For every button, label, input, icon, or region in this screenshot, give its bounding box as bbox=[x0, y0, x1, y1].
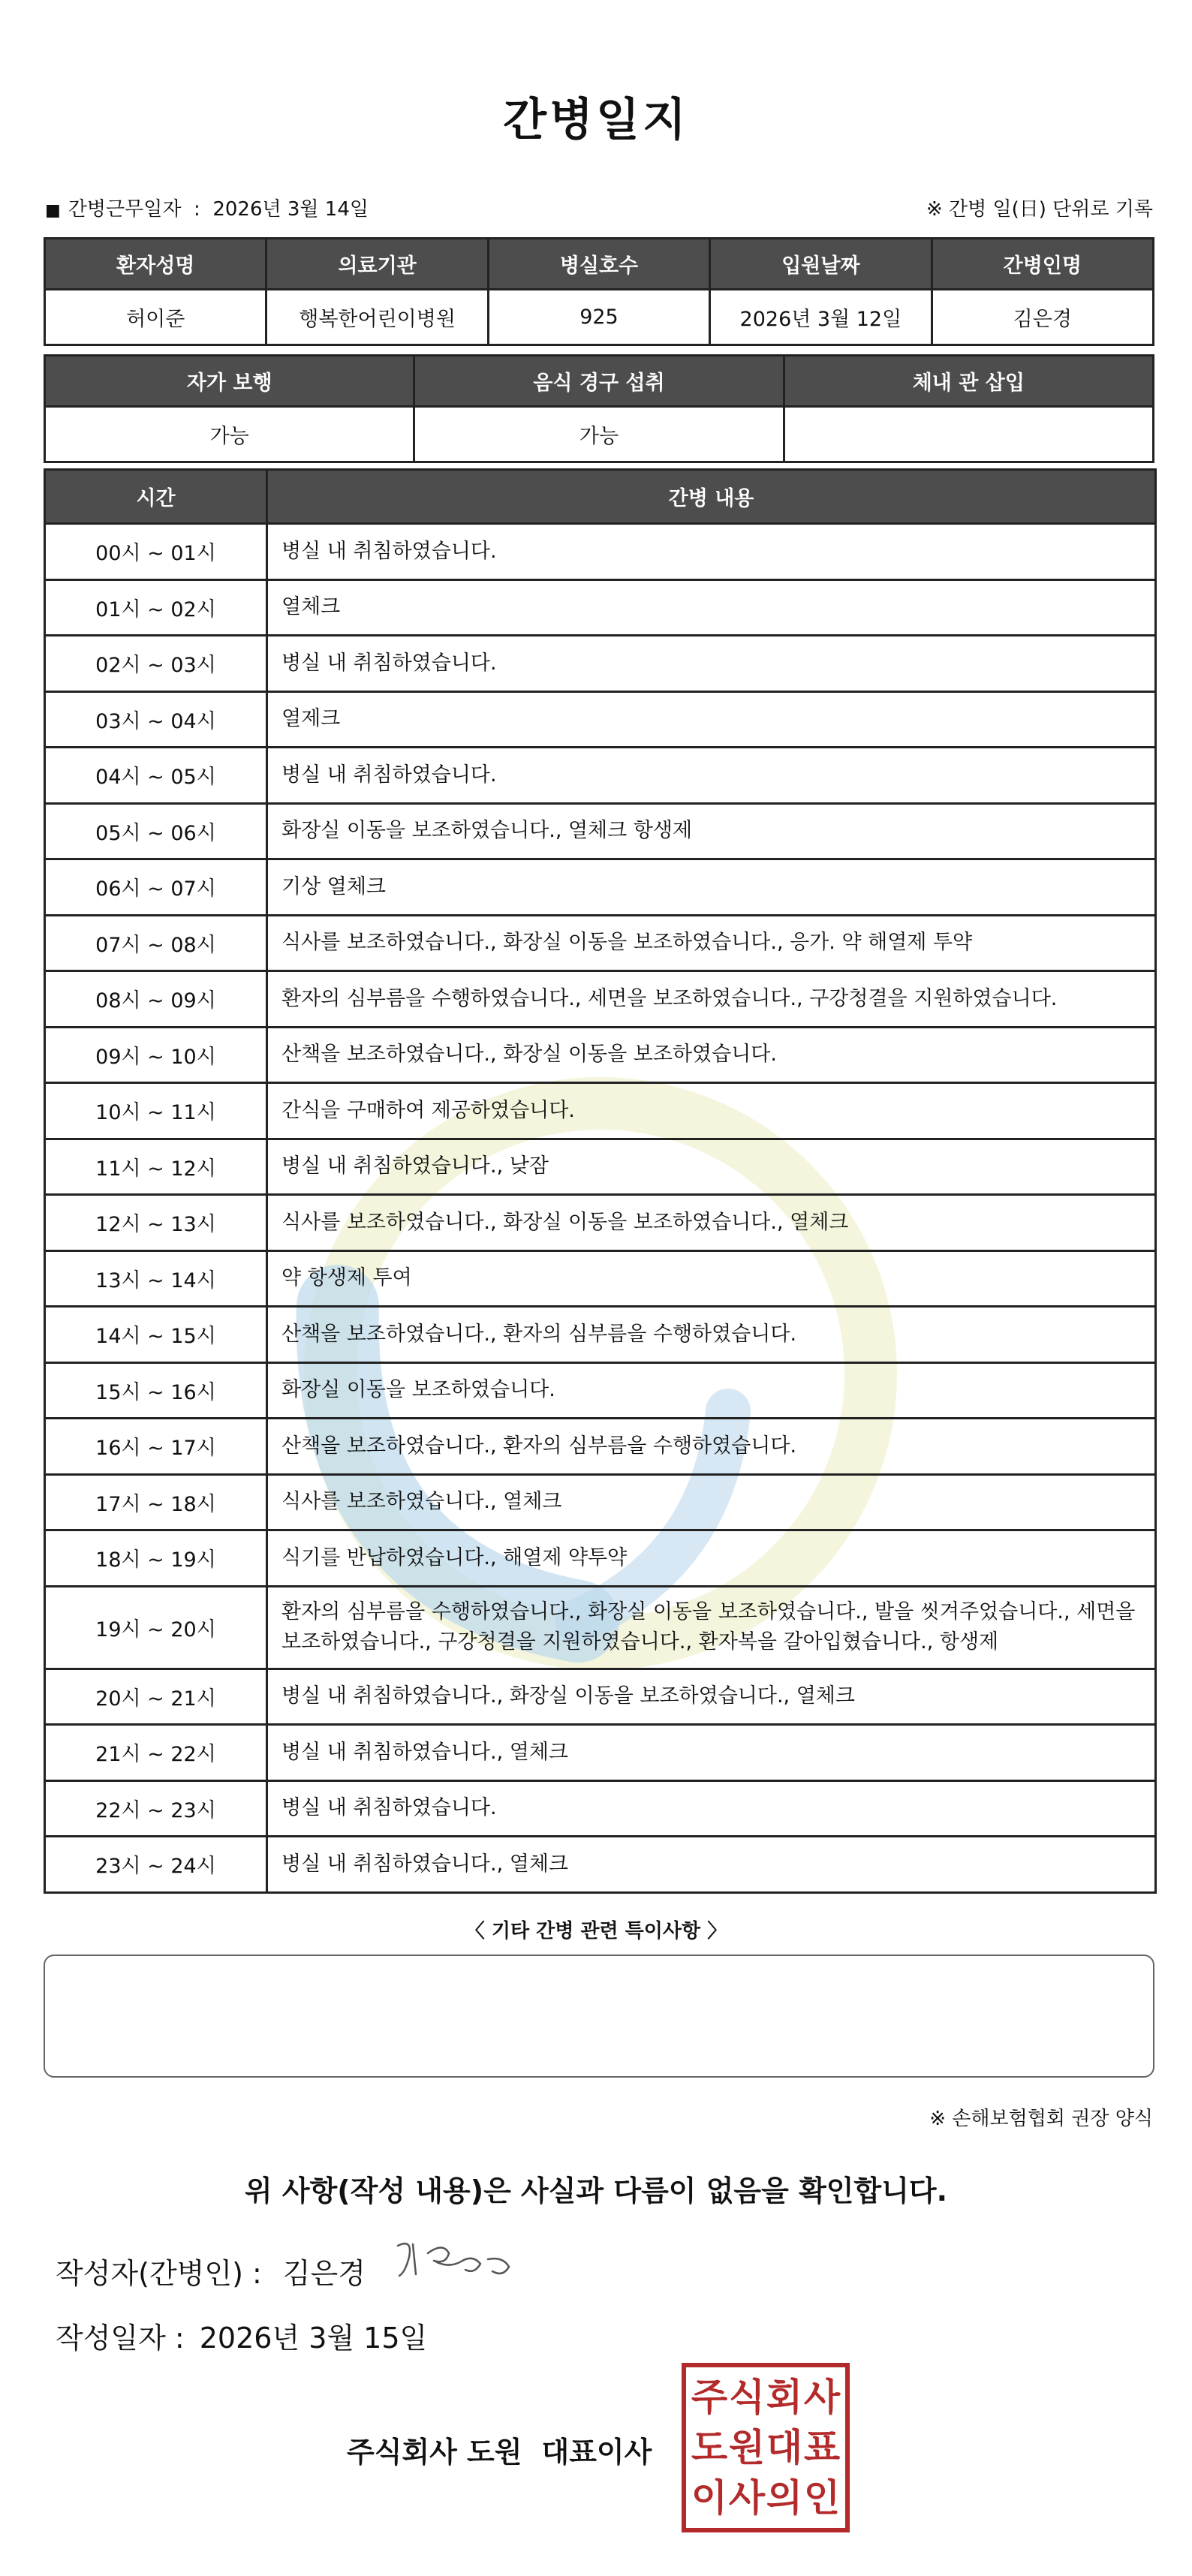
record-note: ※ 간병 일(日) 단위로 기록 bbox=[926, 198, 1153, 221]
seal-char: 사 bbox=[803, 2375, 841, 2419]
log-content: 병실 내 취침하였습니다., 열체크 bbox=[267, 1837, 1156, 1893]
log-time: 16시 ~ 17시 bbox=[45, 1419, 267, 1475]
write-date-value: 2026년 3월 15일 bbox=[199, 2322, 428, 2355]
log-time: 23시 ~ 24시 bbox=[45, 1837, 267, 1893]
company-seal bbox=[682, 2363, 850, 2532]
log-time: 06시 ~ 07시 bbox=[45, 859, 267, 916]
seal-char: 회 bbox=[766, 2375, 803, 2419]
log-time: 02시 ~ 03시 bbox=[45, 636, 267, 692]
institution: 행복한어린이병원 bbox=[266, 290, 488, 345]
log-content: 병실 내 취침하였습니다. bbox=[267, 1780, 1156, 1837]
room-number: 925 bbox=[488, 290, 709, 345]
walking-status: 가능 bbox=[45, 407, 414, 462]
log-content: 식기를 반납하였습니다., 해열제 약투약 bbox=[267, 1530, 1156, 1587]
company-line bbox=[347, 2429, 652, 2470]
log-content: 환자의 심부름을 수행하였습니다., 세면을 보조하였습니다., 구강청결을 지원하였습니다. bbox=[267, 971, 1156, 1028]
log-time: 11시 ~ 12시 bbox=[45, 1139, 267, 1195]
seal-char: 인 bbox=[803, 2476, 841, 2520]
log-time: 20시 ~ 21시 bbox=[45, 1669, 267, 1725]
log-content: 화장실 이동을 보조하였습니다., 열체크 항생제 bbox=[267, 803, 1156, 859]
square-bullet-icon: ■ bbox=[45, 201, 61, 220]
log-time: 15시 ~ 16시 bbox=[45, 1362, 267, 1419]
header-tube: 체내 관 삽입 bbox=[784, 356, 1153, 407]
table-row bbox=[45, 1139, 1156, 1195]
patient-status-table bbox=[44, 354, 1154, 463]
table-row bbox=[45, 1669, 1156, 1725]
log-time: 22시 ~ 23시 bbox=[45, 1780, 267, 1837]
log-time: 03시 ~ 04시 bbox=[45, 691, 267, 748]
log-content: 화장실 이동을 보조하였습니다. bbox=[267, 1362, 1156, 1419]
table-row bbox=[45, 1530, 1156, 1587]
table-row bbox=[45, 971, 1156, 1028]
notes-box bbox=[44, 1955, 1154, 2078]
representative-title: 대표이사 bbox=[541, 2436, 652, 2469]
log-content: 병실 내 취침하였습니다. bbox=[267, 524, 1156, 580]
table-row bbox=[45, 803, 1156, 859]
table-row bbox=[45, 1586, 1156, 1669]
log-time: 07시 ~ 08시 bbox=[45, 915, 267, 971]
caregiver-name: 김은경 bbox=[932, 290, 1153, 345]
oral-intake-status: 가능 bbox=[414, 407, 784, 462]
log-content: 산책을 보조하였습니다., 환자의 심부름을 수행하였습니다. bbox=[267, 1419, 1156, 1475]
log-content: 식사를 보조하였습니다., 화장실 이동을 보조하였습니다., 응가. 약 해열제 투약 bbox=[267, 915, 1156, 971]
work-date-sep: : bbox=[194, 198, 200, 221]
table-row bbox=[45, 1362, 1156, 1419]
seal-char: 원 bbox=[728, 2425, 766, 2469]
seal-char: 표 bbox=[803, 2425, 841, 2469]
confirmation-statement: 위 사항(작성 내용)은 사실과 다름이 없음을 확인합니다. bbox=[244, 2174, 948, 2207]
log-content: 산책을 보조하였습니다., 환자의 심부름을 수행하였습니다. bbox=[267, 1307, 1156, 1363]
log-content: 식사를 보조하였습니다., 화장실 이동을 보조하였습니다., 열체크 bbox=[267, 1195, 1156, 1251]
table-row bbox=[45, 524, 1156, 580]
table-row bbox=[45, 1307, 1156, 1363]
log-content: 열체크 bbox=[267, 579, 1156, 636]
log-time: 09시 ~ 10시 bbox=[45, 1027, 267, 1083]
seal-char: 의 bbox=[766, 2476, 803, 2520]
work-date-label: 간병근무일자 bbox=[68, 198, 182, 221]
log-content: 병실 내 취침하였습니다. bbox=[267, 636, 1156, 692]
seal-char: 주 bbox=[691, 2375, 728, 2419]
table-row bbox=[45, 1083, 1156, 1139]
seal-char: 대 bbox=[766, 2425, 803, 2469]
log-content: 병실 내 취침하였습니다., 화장실 이동을 보조하였습니다., 열체크 bbox=[267, 1669, 1156, 1725]
log-content: 약 항생제 투여 bbox=[267, 1250, 1156, 1307]
log-content: 열제크 bbox=[267, 691, 1156, 748]
log-time: 05시 ~ 06시 bbox=[45, 803, 267, 859]
seal-char: 도 bbox=[691, 2425, 728, 2469]
page-title: 간병일지 bbox=[503, 94, 689, 146]
log-content: 식사를 보조하였습니다., 열체크 bbox=[267, 1474, 1156, 1530]
notes-title: 〈 기타 간병 관련 특이사항 〉 bbox=[465, 1920, 727, 1943]
tube-status bbox=[784, 407, 1153, 462]
log-content: 기상 열체크 bbox=[267, 859, 1156, 916]
log-content: 간식을 구매하여 제공하였습니다. bbox=[267, 1083, 1156, 1139]
seal-char: 식 bbox=[728, 2375, 766, 2419]
table-row bbox=[45, 1195, 1156, 1251]
header-institution: 의료기관 bbox=[266, 239, 488, 290]
notes-text bbox=[45, 1956, 1153, 1986]
table-row bbox=[45, 691, 1156, 748]
log-content: 환자의 심부름을 수행하였습니다., 화장실 이동을 보조하였습니다., 발을 씻겨주었습니다., 세면을 보조하였습니다., 구강청결을 지원하였습니다., 환자복을 갈아입혔습니다., 항생제 bbox=[267, 1586, 1156, 1669]
table-row bbox=[45, 1474, 1156, 1530]
company-name: 주식회사 도원 bbox=[347, 2436, 522, 2469]
log-time: 04시 ~ 05시 bbox=[45, 748, 267, 804]
signature-image bbox=[390, 2231, 525, 2291]
seal-char: 이 bbox=[691, 2476, 728, 2520]
admission-date: 2026년 3월 12일 bbox=[710, 290, 932, 345]
header-room: 병실호수 bbox=[488, 239, 709, 290]
log-content: 산책을 보조하였습니다., 화장실 이동을 보조하였습니다. bbox=[267, 1027, 1156, 1083]
write-date-line bbox=[56, 2315, 427, 2356]
header-walking: 자가 보행 bbox=[45, 356, 414, 407]
log-time: 08시 ~ 09시 bbox=[45, 971, 267, 1028]
header-time: 시간 bbox=[45, 470, 267, 524]
header-patient-name: 환자성명 bbox=[45, 239, 266, 290]
table-row bbox=[45, 1780, 1156, 1837]
patient-info-table bbox=[44, 237, 1154, 346]
table-row bbox=[45, 1837, 1156, 1893]
writer-line bbox=[56, 2250, 366, 2292]
table-row bbox=[45, 748, 1156, 804]
write-date-label: 작성일자 : bbox=[56, 2322, 185, 2355]
table-row bbox=[45, 859, 1156, 916]
log-content: 병실 내 취침하였습니다., 열체크 bbox=[267, 1725, 1156, 1781]
log-time: 00시 ~ 01시 bbox=[45, 524, 267, 580]
writer-name: 김은경 bbox=[282, 2257, 366, 2290]
log-time: 12시 ~ 13시 bbox=[45, 1195, 267, 1251]
writer-label: 작성자(간병인) : bbox=[56, 2257, 262, 2290]
header-caregiver: 간병인명 bbox=[932, 239, 1153, 290]
log-time: 17시 ~ 18시 bbox=[45, 1474, 267, 1530]
work-date-value: 2026년 3월 14일 bbox=[212, 198, 369, 221]
log-time: 18시 ~ 19시 bbox=[45, 1530, 267, 1587]
log-time: 01시 ~ 02시 bbox=[45, 579, 267, 636]
log-content: 병실 내 취침하였습니다., 낮잠 bbox=[267, 1139, 1156, 1195]
log-time: 14시 ~ 15시 bbox=[45, 1307, 267, 1363]
table-row bbox=[45, 1250, 1156, 1307]
log-time: 21시 ~ 22시 bbox=[45, 1725, 267, 1781]
header-admission-date: 입원날짜 bbox=[710, 239, 932, 290]
log-time: 13시 ~ 14시 bbox=[45, 1250, 267, 1307]
header-oral-intake: 음식 경구 섭취 bbox=[414, 356, 784, 407]
table-row bbox=[45, 1725, 1156, 1781]
table-row bbox=[45, 1027, 1156, 1083]
table-row bbox=[45, 1419, 1156, 1475]
seal-char: 사 bbox=[728, 2476, 766, 2520]
header-care-content: 간병 내용 bbox=[267, 470, 1156, 524]
form-note: ※ 손해보험협회 권장 양식 bbox=[929, 2108, 1153, 2130]
table-row bbox=[45, 636, 1156, 692]
care-log-table bbox=[44, 468, 1157, 1894]
patient-name: 허이준 bbox=[45, 290, 266, 345]
log-time: 10시 ~ 11시 bbox=[45, 1083, 267, 1139]
log-time: 19시 ~ 20시 bbox=[45, 1586, 267, 1669]
work-date bbox=[45, 194, 369, 221]
table-row bbox=[45, 915, 1156, 971]
table-row bbox=[45, 579, 1156, 636]
log-content: 병실 내 취침하였습니다. bbox=[267, 748, 1156, 804]
